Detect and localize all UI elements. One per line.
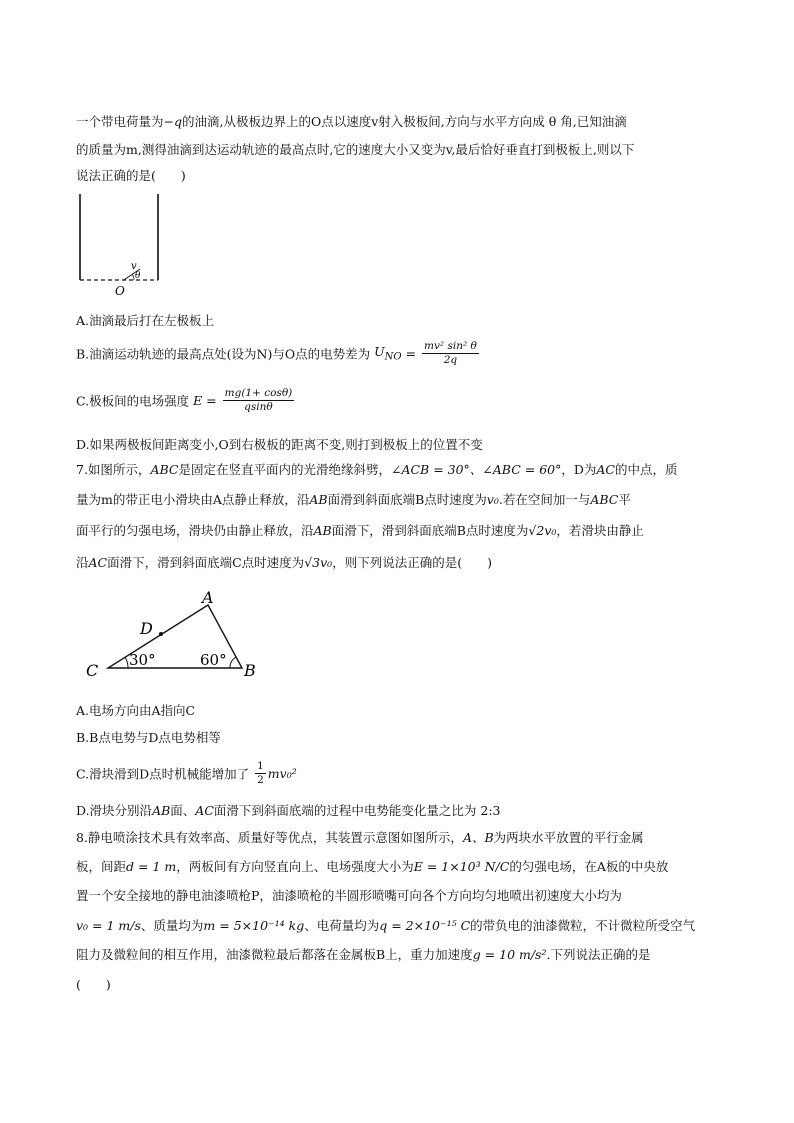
q7-d-c: 面滑下到斜面底端的过程中电势能变化量之比为 2:3 [213,803,501,818]
q8-l1-ab: A、B [462,830,494,845]
label-b: B [244,661,256,680]
q7-option-a: A.电场方向由A指向C [76,703,196,718]
q7-opt-c-tail: mv₀² [267,766,297,781]
q6-opt-b-sub: NO [384,351,402,363]
fig-o-label: O [115,284,125,298]
q8-l2-e: E = 1×10³ N/C [413,859,510,874]
q7-l1-ac: AC [596,462,615,477]
q8-stem-line-4 [76,916,695,934]
q8-l4-c: 的带负电的油漆微粒，不计微粒所受空气 [470,918,696,933]
q7-l4-c: ，则下列说法正确的是( ) [332,555,492,570]
q6-opt-b-den: 2q [443,354,458,366]
q6-opt-b-text: B.油滴运动轨迹的最高点处(设为N)与O点的电势差为 [76,346,371,362]
q8-l2-a: 板，间距 [76,859,127,874]
q7-l4-a: 沿 [76,555,89,570]
q7-l3-ab: AB [313,523,332,538]
q7-l4-ac: AC [88,555,108,570]
q6-stem-line-3: 说法正确的是( ) [76,168,186,183]
q8-stem-line-5 [76,945,650,963]
q7-l2-v0: v₀ [486,492,499,507]
q8-stem-line-2 [76,857,668,875]
q7-l3-c: ，若滑块由静止 [556,523,644,538]
q6-stem-line-2: 的质量为m,测得油滴到达运动轨迹的最高点时,它的速度大小又变为v,最后恰好垂直打到极板上,则以下 [76,142,635,157]
q7-l2-b: 面滑到斜面底端B点时速度为 [327,492,487,507]
fig-theta-label: θ [135,271,141,281]
q6-opt-c-text: C.极板间的电场强度 [76,393,190,409]
q7-l1-a: 7.如图所示， [76,462,151,477]
q7-l3-v: √2v₀ [528,523,557,538]
q8-l4-m: m = 5×10⁻¹⁴ kg [203,918,305,933]
q6-option-c [76,387,296,414]
q7-l2-d: 平 [618,492,631,507]
q7-l1-abc: ABC [150,462,179,477]
angle-arc [132,274,134,280]
q7-l4-v: √3v₀ [304,555,333,570]
q6-charge: −q [163,114,182,129]
q7-d-b: 面、 [170,803,196,818]
q6-opt-b-eq: = [405,346,417,361]
q7-l3-a: 面平行的匀强电场，滑块仍由静止释放，沿 [76,523,314,538]
q7-option-b: B.B点电势与D点电势相等 [76,730,221,745]
q8-l2-c: 的匀强电场，在A板的中央放 [509,859,669,874]
label-c: C [86,661,99,680]
q7-d-a: D.滑块分别沿 [76,803,153,818]
label-30: 30° [129,651,156,669]
q8-l4-b: 、电荷量均为 [304,918,380,933]
q8-l1-a: 8.静电喷涂技术具有效率高、质量好等优点，其装置示意图如图所示， [76,830,463,845]
q7-option-c [76,760,297,787]
q7-l2-a: 量为m的带正电小滑块由A点静止释放，沿 [76,492,310,507]
q7-l1-d: 的中点，质 [614,462,678,477]
q6-option-d: D.如果两极板间距离变小,O到右极板的距离不变,则打到极板上的位置不变 [76,437,483,452]
q8-l4-v0: v₀ = 1 m/s [76,918,141,933]
q6-opt-c-frac [223,387,295,414]
point-d [159,632,163,636]
q7-opt-c-num: 1 [257,760,264,772]
q8-l4-a: 、质量均为 [140,918,204,933]
q7-d-ab: AB [152,803,171,818]
q8-stem-line-3: 置一个安全接地的静电油漆喷枪P，油漆喷枪的半圆形喷嘴可向各个方向均匀地喷出初速度大小均为 [76,888,622,903]
q7-opt-c-frac [255,760,266,787]
q6-opt-b-num: mv² sin² θ [424,340,477,352]
q8-stem-line-1 [76,828,644,846]
q8-l5-g: g = 10 m/s² [472,947,547,962]
q7-stem-line-4 [76,553,492,571]
q7-option-d [76,801,500,819]
q8-l1-b: 为两块水平放置的平行金属 [493,830,644,845]
q7-opt-c-text: C.滑块滑到D点时机械能增加了 [76,766,250,782]
q7-stem-line-1 [76,460,678,478]
q8-l5-a: 阻力及微粒间的相互作用，油漆微粒最后都落在金属板B上，重力加速度 [76,947,473,962]
q6-option-b [76,340,481,367]
q6-opt-c-lhs: E = [193,393,217,408]
q8-stem-line-6: ( ) [76,977,111,992]
q6-capacitor-figure [76,192,166,302]
q6-stem-1: 一个带电荷量为 [76,114,164,129]
q7-l4-b: 面滑下，滑到斜面底端C点时速度为 [107,555,305,570]
angle-b-arc [230,657,236,668]
q6-opt-c-den: qsinθ [244,401,273,413]
label-a: A [202,588,214,607]
q7-stem-line-2 [76,490,631,508]
fig-v-label: v [131,261,137,272]
q6-stem-2: 的油滴,从极板边界上的O点以速度v射入极板间,方向与水平方向成 θ 角,已知油滴 [182,114,627,129]
q7-d-ac: AC [195,803,214,818]
q7-stem-line-3 [76,521,644,539]
label-60: 60° [200,651,227,669]
q6-opt-c-num: mg(1+ cosθ) [224,387,293,399]
q7-l2-ab: AB [309,492,328,507]
q6-stem-line-1 [76,112,627,130]
q7-l2-abc: ABC [590,492,619,507]
q6-opt-b-lhs: $U_{NO}$ [374,344,402,363]
q8-l2-b: ，两板间有方向竖直向上、电场强度大小为 [176,859,414,874]
q7-l2-c: .若在空间加一与 [498,492,591,507]
q8-l2-d: d = 1 m [126,859,177,874]
q6-option-a: A.油滴最后打在左极板上 [76,313,215,328]
q7-opt-c-den: 2 [257,774,264,786]
angle-c-arc [125,657,128,668]
q7-triangle-figure [84,585,270,685]
q7-l1-angles: ∠ACB = 30°、∠ABC = 60° [390,462,562,477]
q7-l1-b: 是固定在竖直平面内的光滑绝缘斜劈， [178,462,391,477]
label-d: D [140,619,153,638]
q7-l1-c: ，D为 [561,462,597,477]
q7-l3-b: 面滑下，滑到斜面底端B点时速度为 [331,523,529,538]
q8-l4-q: q = 2×10⁻¹⁵ C [379,918,471,933]
q8-l5-b: .下列说法正确的是 [546,947,651,962]
q6-opt-b-frac [422,340,479,367]
